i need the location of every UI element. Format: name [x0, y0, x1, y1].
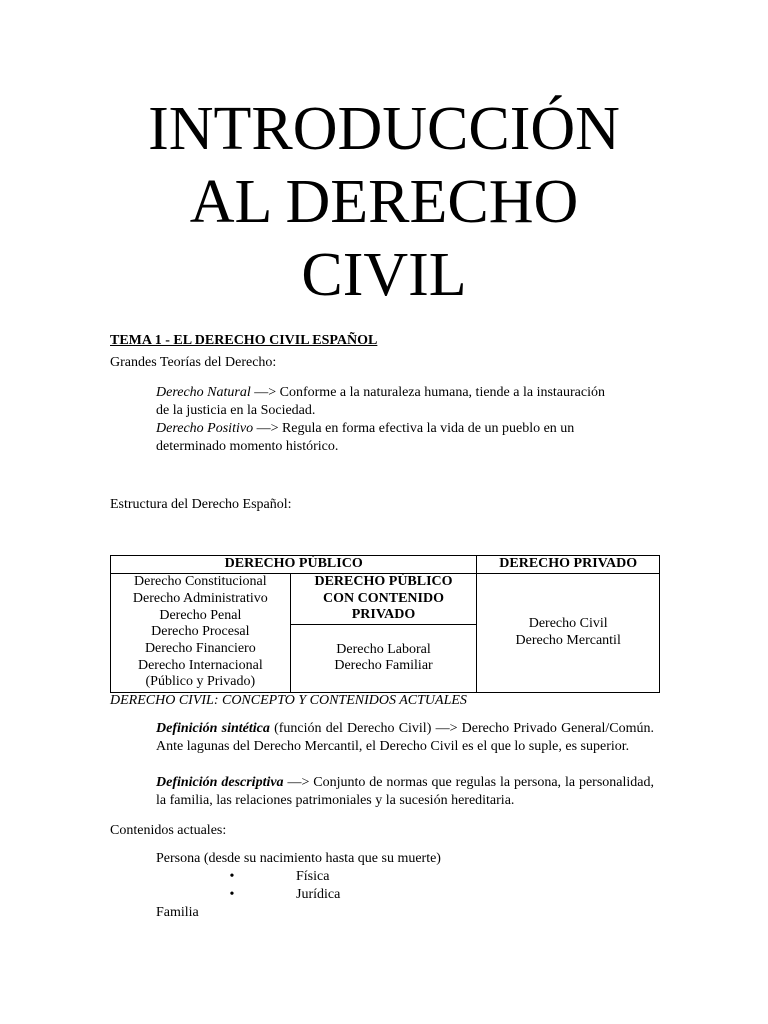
definicion-descriptiva-paragraph [156, 774, 654, 810]
publico-item: Derecho Financiero [144, 641, 256, 657]
derecho-natural-definition: —> Conforme a la naturaleza humana, tiende a la instauración [250, 385, 606, 400]
mixed-header-line: PRIVADO [351, 607, 416, 623]
privado-item: Derecho Mercantil [515, 632, 621, 648]
publico-item: Derecho Constitucional [134, 574, 267, 590]
publico-list-cell [111, 573, 291, 692]
bullet-icon: • [229, 869, 235, 884]
document-title-line-3: CIVIL [301, 241, 467, 309]
publico-contenido-privado-header [290, 573, 477, 624]
definicion-sintetica-paragraph [156, 720, 654, 756]
privado-list-cell [477, 573, 660, 692]
derecho-natural-term: Derecho Natural [156, 385, 251, 400]
section-title-derecho-civil: DERECHO CIVIL: CONCEPTO Y CONTENIDOS ACTUALES [110, 693, 467, 708]
derecho-positivo-continuation: determinado momento histórico. [156, 439, 339, 454]
document-title-line-1: INTRODUCCIÓN [148, 95, 620, 163]
derecho-natural-line [156, 384, 605, 402]
privado-item: Derecho Civil [528, 616, 608, 631]
derecho-natural-continuation: de la justicia en la Sociedad. [156, 403, 316, 418]
mixed-header-line: DERECHO PÚBLICO [314, 573, 453, 589]
definicion-descriptiva-term: Definición descriptiva [156, 775, 284, 790]
publico-item: Derecho Internacional [137, 657, 263, 673]
bullet-text: Física [296, 869, 330, 884]
publico-item: Derecho Administrativo [132, 590, 268, 606]
persona-item: Persona (desde su nacimiento hasta que su muerte) [156, 851, 441, 866]
header-derecho-publico: DERECHO PÚBLICO [111, 556, 477, 574]
document-title-line-2: AL DERECHO [189, 168, 579, 236]
definicion-descriptiva-text: —> Conjunto de normas que regulas la persona, la personalidad, la familia, las relaciones patrimoniales y la sucesión hereditaria. [156, 775, 654, 808]
derecho-positivo-term: Derecho Positivo [156, 421, 254, 436]
bullet-text: Jurídica [296, 887, 341, 902]
section-heading-tema-1: TEMA 1 - EL DERECHO CIVIL ESPAÑOL [110, 333, 378, 348]
familia-item: Familia [156, 905, 199, 920]
theories-intro: Grandes Teorías del Derecho: [110, 355, 277, 370]
publico-item: Derecho Procesal [151, 624, 250, 640]
header-derecho-privado: DERECHO PRIVADO [477, 556, 660, 574]
derecho-positivo-line [156, 420, 574, 438]
definicion-sintetica-text: (función del Derecho Civil) —> Derecho Privado General/Común. Ante lagunas del Derecho Mercantil, el Derecho Civil es el que lo suple, es superior. [156, 721, 654, 754]
publico-item: (Público y Privado) [145, 674, 256, 690]
bullet-icon: • [229, 887, 235, 902]
mixed-item: Derecho Laboral [336, 641, 431, 657]
mixed-item: Derecho Familiar [334, 658, 433, 674]
mixed-header-line: CON CONTENIDO [323, 590, 444, 606]
derecho-structure-table [110, 555, 660, 693]
estructura-label: Estructura del Derecho Español: [110, 497, 292, 512]
publico-item: Derecho Penal [159, 607, 242, 623]
contenidos-label: Contenidos actuales: [110, 823, 227, 838]
mixed-list-cell [290, 625, 477, 693]
derecho-positivo-definition: —> Regula en forma efectiva la vida de un pueblo en un [253, 421, 575, 436]
definicion-sintetica-term: Definición sintética [156, 721, 270, 736]
